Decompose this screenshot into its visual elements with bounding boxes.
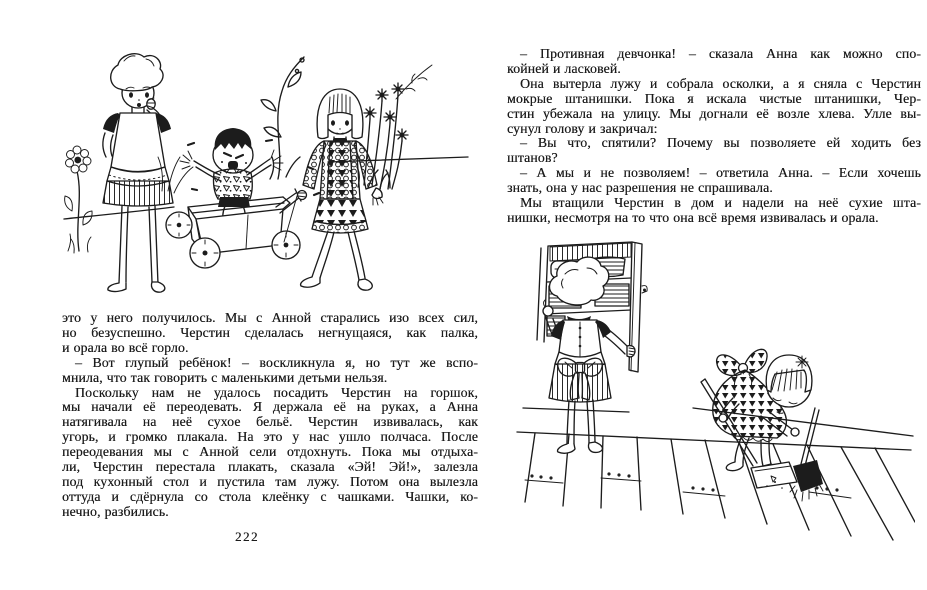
daisies xyxy=(357,83,408,189)
twig xyxy=(396,65,432,99)
text-line: стин убежала на улицу. Мы догнали её возле хлева. Улле вы- xyxy=(507,105,921,121)
hair-star xyxy=(796,356,808,368)
girl-sweeping xyxy=(701,349,823,501)
text-line: – А мы и не позволяем! – ответила Анна. – Если хочешь xyxy=(520,165,921,181)
text-line: знать, она у нас разрешения не спрашивала. xyxy=(507,180,773,196)
right-page-text xyxy=(507,47,921,226)
text-line: – Противная девчонка! – сказала Анна как можно спо- xyxy=(520,46,921,61)
text-line: мы начали её переодевать. Я держала её на руках, а Анна xyxy=(62,399,478,415)
text-line: угорь, и громко плакала. На это у нас ушло полчаса. После xyxy=(62,429,478,445)
text-line: ли, Черстин перестала плакать, сказала «Эй! Эй!», залезла xyxy=(62,459,478,475)
text-line: мнила, что так говорить с маленькими детьми нельзя. xyxy=(62,369,388,385)
text-line: – Вы что, спятили? Почему вы позволяете ей ходить без xyxy=(520,135,921,151)
illustration-girls-cleaning xyxy=(505,240,915,545)
text-line: койней и ласковей. xyxy=(507,60,621,76)
ground-line-left xyxy=(64,207,174,219)
text-line: и орала во всё горло. xyxy=(62,339,189,355)
text-line: мокрые штанишки. Пока я искала чистые штанишки, Чер- xyxy=(507,90,921,106)
text-line: натягивала на неё сухое бельё. Черстин извивалась, как xyxy=(62,414,478,430)
text-line: оттуда и сдёрнула со стола клеёнку с чашками. Чашки, ко- xyxy=(62,488,478,504)
text-line: нишки, несмотря на то что она всё время извивалась и орала. xyxy=(507,209,879,225)
flower-left xyxy=(65,146,92,253)
text-line: но безуспешно. Черстин сделалась негнущаяся, как палка, xyxy=(62,324,478,340)
illustration-children-with-handcart xyxy=(62,48,472,300)
page-number: 222 xyxy=(235,529,259,544)
text-line: это у него получилось. Мы с Анной старались изо всех сил, xyxy=(62,310,478,325)
text-line: сунул голову и закричал: xyxy=(507,120,658,136)
text-line: переодевания мы с Анной сели отдохнуть. Пока мы отдыха- xyxy=(62,444,478,460)
text-line: Поскольку нам не удалось посадить Черстин на горшок, xyxy=(75,384,478,400)
floorboards xyxy=(517,408,915,540)
text-line: – Вот глупый ребёнок! – воскликнула я, но тут же вспо- xyxy=(75,354,478,370)
text-line: нечно, разбились. xyxy=(62,503,169,519)
text-line: под кухонный стол и пустила там лужу. Потом она вылезла xyxy=(62,473,478,489)
text-line: Она вытерла лужу и собрала осколки, а я сняла с Черстин xyxy=(520,75,921,91)
text-line: Мы втащили Черстин в дом и надели на неё сухие шта- xyxy=(520,195,921,211)
text-line: штанов? xyxy=(507,150,558,166)
left-page-text xyxy=(62,311,478,520)
